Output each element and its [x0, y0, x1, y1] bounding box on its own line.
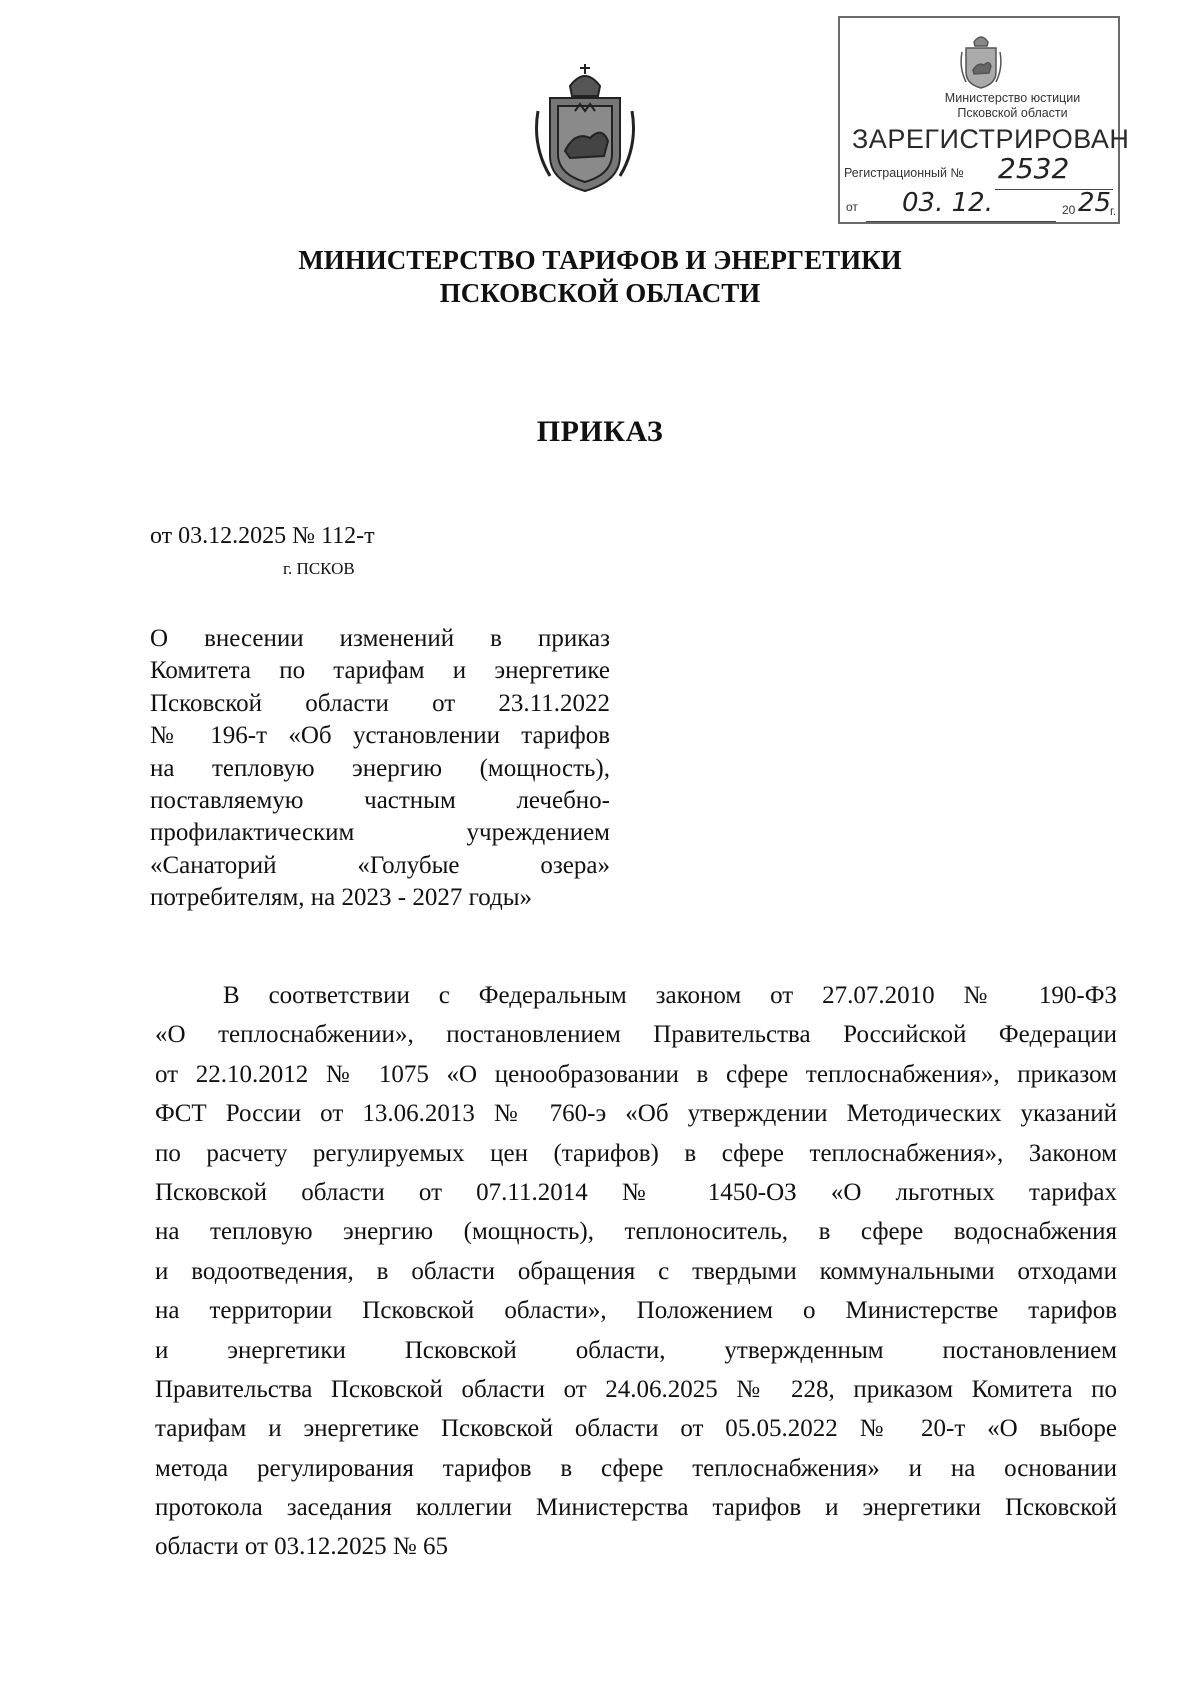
stamp-year: 25 — [1078, 188, 1112, 218]
stamp-year-suffix: г. — [1110, 204, 1117, 218]
stamp-coat-of-arms-icon — [958, 28, 1004, 92]
stamp-reg-label: Регистрационный № — [844, 166, 964, 180]
body-line: В соответствии с Федеральным законом от 27.07.2010 № 190-ФЗ — [223, 982, 1117, 1009]
subject-line: профилактическим учреждением — [150, 819, 610, 847]
stamp-date-prefix: от — [846, 200, 858, 214]
document-type: ПРИКАЗ — [536, 415, 664, 448]
stamp-year-prefix: 20 — [1062, 203, 1076, 217]
ministry-title — [200, 244, 1000, 310]
subject-line: № 196-т «Об установлении тарифов — [150, 722, 610, 750]
body-line: тарифам и энергетике Псковской области от 05.05.2022 № 20-т «О выборе — [155, 1415, 1117, 1443]
body-line: на тепловую энергию (мощность), теплоноситель, в сфере водоснабжения — [155, 1218, 1117, 1246]
order-city: г. ПСКОВ — [283, 559, 355, 578]
body-line: и водоотведения, в области обращения с твердыми коммунальными отходами — [155, 1257, 1117, 1285]
subject-line: потребителям, на 2023 - 2027 годы» — [150, 884, 533, 912]
body-line: по расчету регулируемых цен (тарифов) в сфере теплоснабжения», Законом — [155, 1139, 1117, 1167]
ministry-title-line: ПСКОВСКОЙ ОБЛАСТИ — [439, 278, 761, 308]
body-line: Правительства Псковской области от 24.06.2025 № 228, приказом Комитета по — [155, 1375, 1117, 1403]
subject-line: О внесении изменений в приказ — [150, 625, 610, 652]
subject-line: Комитета по тарифам и энергетике — [150, 657, 610, 685]
body-line: ФСТ России от 13.06.2013 № 760-э «Об утверждении Методических указаний — [155, 1100, 1117, 1128]
body-line: и энергетики Псковской области, утвержденным постановлением — [155, 1336, 1117, 1364]
body-line: области от 03.12.2025 № 65 — [155, 1533, 449, 1561]
ministry-title-line: МИНИСТЕРСТВО ТАРИФОВ И ЭНЕРГЕТИКИ — [298, 245, 902, 275]
order-preamble-paragraph — [155, 976, 1117, 1567]
order-subject — [150, 623, 610, 915]
coat-of-arms-emblem — [530, 56, 640, 196]
body-line: «О теплоснабжении», постановлением Правительства Российской Федерации — [155, 1021, 1117, 1049]
stamp-ministry-name: Министерство юстиции Псковской области — [944, 91, 1081, 120]
subject-line: поставляемую частным лечебно- — [150, 786, 610, 814]
subject-line: на тепловую энергию (мощность), — [150, 754, 610, 782]
body-line: на территории Псковской области», Положением о Министерстве тарифов — [155, 1297, 1117, 1325]
stamp-date-underline — [866, 221, 1056, 222]
order-date-number: от 03.12.2025 № 112-т — [150, 523, 375, 549]
subject-line: «Санаторий «Голубые озера» — [150, 851, 610, 879]
body-line: Псковской области от 07.11.2014 № 1450-ОЗ «О льготных тарифах — [155, 1178, 1117, 1206]
stamp-reg-number: 2532 — [998, 152, 1070, 185]
subject-line: Псковской области от 23.11.2022 — [150, 689, 610, 717]
body-line: протокола заседания коллегии Министерства тарифов и энергетики Псковской — [155, 1494, 1117, 1522]
body-line: метода регулирования тарифов в сфере теплоснабжения» и на основании — [155, 1454, 1117, 1482]
body-line: от 22.10.2012 № 1075 «О ценообразовании в сфере теплоснабжения», приказом — [155, 1060, 1117, 1088]
stamp-date: 03. 12. — [902, 188, 993, 218]
registration-stamp — [838, 16, 1130, 224]
stamp-status: ЗАРЕГИСТРИРОВАН — [852, 124, 1130, 154]
